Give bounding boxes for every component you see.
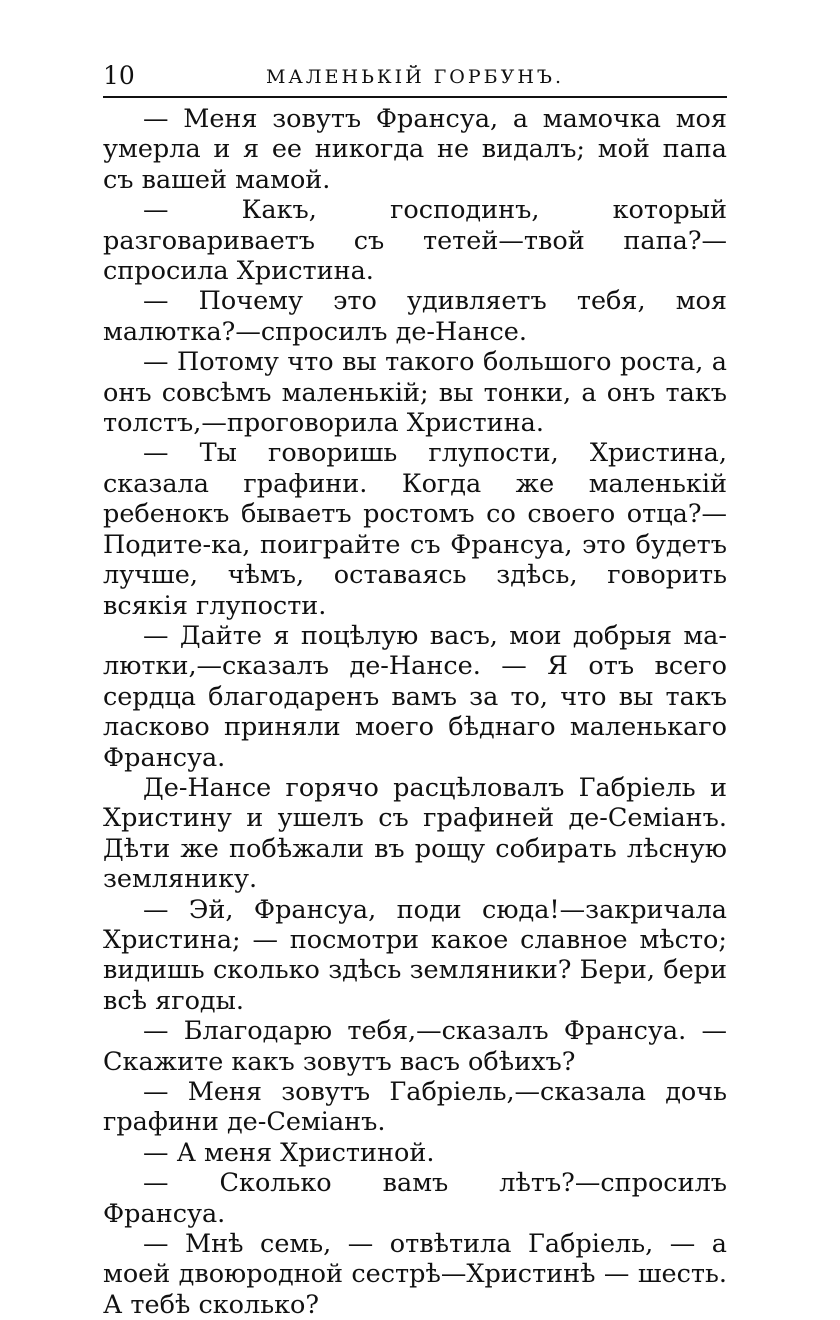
paragraph: — Сколько вамъ лѣтъ?—спросилъ Франсуа. (103, 1168, 727, 1229)
page-number: 10 (103, 61, 135, 90)
paragraph: — Какъ, господинъ, который разговариваетъ съ тетей—твой папа?—спросила Христина. (103, 195, 727, 287)
paragraph: — Дайте я поцѣлую васъ, мои добрыя малютки,—сказалъ де-Нансе. — Я отъ всего сердца благодаренъ вамъ за то, что вы такъ ласково приняли моего бѣднаго маленькаго Франсуа. (103, 620, 727, 773)
paragraph: — Эй, Франсуа, поди сюда!—закричала Христина; — посмотри какое славное мѣсто; видишь сколько здѣсь земляники? Бери, бери всѣ ягоды. (103, 894, 727, 1016)
paragraph: — А меня Христиной. (143, 1137, 435, 1168)
paragraph: — Мнѣ семь, — отвѣтила Габріель, — а моей двоюродной сестрѣ—Христинѣ — шесть. А тебѣ сколько? (103, 1229, 727, 1320)
running-head (103, 58, 727, 98)
paragraph: — Потому что вы такого большого роста, а онъ совсѣмъ маленькій; вы тонки, а онъ такъ толстъ,—проговорила Христина. (103, 347, 727, 439)
paragraph: — Меня зовутъ Франсуа, а мамочка моя умерла и я ее никогда не видалъ; мой папа съ вашей мамой. (103, 104, 727, 195)
body-text (103, 104, 727, 1320)
paragraph: — Меня зовутъ Габріель,—сказала дочь графини де-Семіанъ. (103, 1077, 727, 1138)
running-title: МАЛЕНЬКІЙ ГОРБУНЪ. (265, 66, 565, 88)
book-page (103, 58, 727, 1320)
paragraph: — Ты говоришь глупости, Христина, сказала графини. Когда же маленькій ребенокъ бываетъ ростомъ со своего отца?—Подите-ка, поиграйте съ Франсуа, это будетъ лучше, чѣмъ, оставаясь здѣсь, говорить всякія глупости. (103, 438, 727, 621)
paragraph: — Почему это удивляетъ тебя, моя малютка?—спросилъ де-Нансе. (103, 286, 727, 347)
paragraph: — Благодарю тебя,—сказалъ Франсуа. — Скажите какъ зовутъ васъ обѣихъ? (103, 1016, 727, 1077)
paragraph: Де-Нансе горячо расцѣловалъ Габріель и Христину и ушелъ съ графиней де-Семіанъ. Дѣти же побѣжали въ рощу собирать лѣсную землянику. (103, 772, 727, 895)
